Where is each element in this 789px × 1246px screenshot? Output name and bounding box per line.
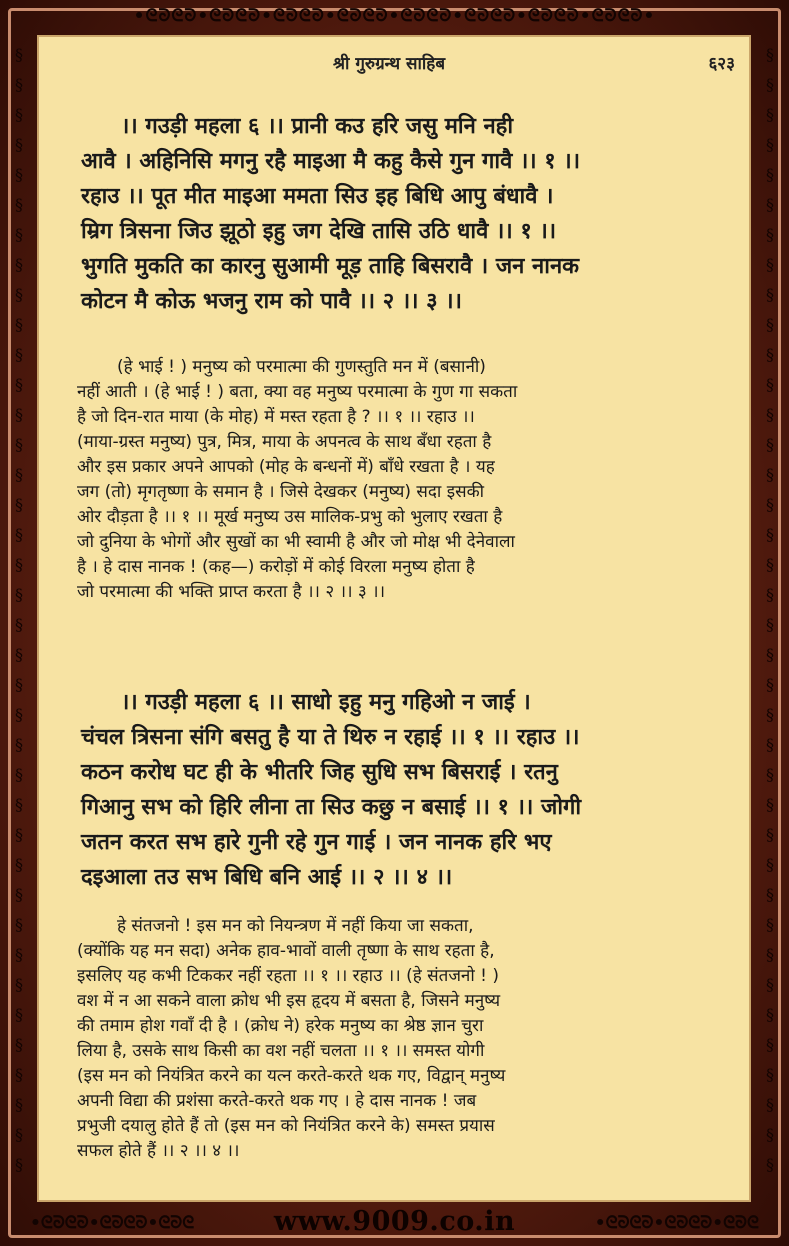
page-header <box>39 51 749 77</box>
website-link[interactable]: www.9009.co.in <box>273 1206 516 1237</box>
page-number: ६२३ <box>708 54 735 74</box>
shabad-line: गिआनु सभ को हिरि लीना ता सिउ कछु न बसाई ।। १ ।। जोगी <box>81 795 582 820</box>
left-ornament: § § § § § § § § § § § § § § § § § § § § § § § § § § § § § § § § § § § § § § <box>15 45 23 1174</box>
meaning-line: सफल होते हैं ।। २ ।। ४ ।। <box>77 1141 240 1161</box>
shabad-line: ।। गउड़ी महला ६ ।। साधो इहु मनु गहिओ न जाई । <box>121 690 531 715</box>
shabad-2 <box>81 685 721 895</box>
meaning-line: है । हे दास नानक ! (कह—) करोड़ों में कोई विरला मनुष्य होता है <box>77 557 475 577</box>
meaning-line: (इस मन को नियंत्रित करने का यत्न करते-करते थक गए, विद्वान् मनुष्य <box>77 1066 506 1086</box>
meaning-line: (माया-ग्रस्त मनुष्य) पुत्र, मित्र, माया के अपनत्व के साथ बँधा रहता है <box>77 432 492 452</box>
meaning-line: जो दुनिया के भोगों और सुखों का भी स्वामी है और जो मोक्ष भी देनेवाला <box>77 532 515 552</box>
meaning-line: हे संतजनो ! इस मन को नियन्त्रण में नहीं किया जा सकता, <box>117 916 474 936</box>
meaning-line: अपनी विद्या की प्रशंसा करते-करते थक गए । हे दास नानक ! जब <box>77 1091 477 1111</box>
footer <box>30 1204 759 1240</box>
scripture-page <box>37 35 751 1202</box>
shabad-line: रहाउ ।। पूत मीत माइआ ममता सिउ इह बिधि आपु बंधावै । <box>81 184 554 209</box>
shabad-line: चंचल त्रिसना संगि बसतु है या ते थिरु न रहाई ।। १ ।। रहाउ ।। <box>81 725 580 750</box>
right-ornament: § § § § § § § § § § § § § § § § § § § § § § § § § § § § § § § § § § § § § § <box>766 45 774 1174</box>
shabad-line: ।। गउड़ी महला ६ ।। प्रानी कउ हरि जसु मनि नही <box>121 114 514 139</box>
meaning-line: ओर दौड़ता है ।। १ ।। मूर्ख मनुष्य उस मालिक-प्रभु को भुलाए रखता है <box>77 507 503 527</box>
meaning-line: और इस प्रकार अपने आपको (मोह के बन्धनों में) बाँधे रखता है । यह <box>77 457 495 477</box>
shabad-line: दइआला तउ सभ बिधि बनि आई ।। २ ।। ४ ।। <box>81 865 453 890</box>
shabad-1 <box>81 109 721 319</box>
shabad-line: कोटन मै कोऊ भजनु राम को पावै ।। २ ।। ३ ।। <box>81 289 462 314</box>
meaning-2 <box>77 914 725 1164</box>
meaning-line: जो परमात्मा की भक्ति प्राप्त करता है ।। २ ।। ३ ।। <box>77 582 386 602</box>
meaning-line: है जो दिन-रात माया (के मोह) में मस्त रहता है ? ।। १ ।। रहाउ ।। <box>77 407 475 427</box>
shabad-line: कठन करोध घट ही के भीतरि जिह सुधि सभ बिसराई । रतनु <box>81 760 558 785</box>
meaning-line: प्रभुजी दयालु होते हैं तो (इस मन को नियंत्रित करने के) समस्त प्रयास <box>77 1116 495 1136</box>
page-title: श्री गुरुग्रन्थ साहिब <box>333 54 446 74</box>
shabad-line: भुगति मुकति का कारनु सुआमी मूड़ ताहि बिसरावै । जन नानक <box>81 254 580 279</box>
shabad-line: आवै । अहिनिसि मगनु रहै माइआ मै कहु कैसे गुन गावै ।। १ ।। <box>81 149 581 174</box>
top-ornament: •ᘓᘐᘓᘐ•ᘓᘐᘓᘐ•ᘓᘐᘓᘐ•ᘓᘐᘓᘐ•ᘓᘐᘓᘐ•ᘓᘐᘓᘐ•ᘓᘐᘓᘐ•ᘓᘐᘓᘐ• <box>133 6 656 26</box>
shabad-line: म्रिग त्रिसना जिउ झूठो इहु जग देखि तासि उठि धावै ।। १ ।। <box>81 219 557 244</box>
meaning-line: लिया है, उसके साथ किसी का वश नहीं चलता ।। १ ।। समस्त योगी <box>77 1041 485 1061</box>
meaning-line: वश में न आ सकने वाला क्रोध भी इस हृदय में बसता है, जिसने मनुष्य <box>77 991 501 1011</box>
footer-ornament-left: •ᘓᘐᘓᘐ•ᘓᘐᘓᘐ•ᘓᘐᘓ <box>30 1213 195 1233</box>
meaning-line: जग (तो) मृगतृष्णा के समान है । जिसे देखकर (मनुष्य) सदा इसकी <box>77 482 485 502</box>
meaning-line: इसलिए यह कभी टिककर नहीं रहता ।। १ ।। रहाउ ।। (हे संतजनो ! ) <box>77 966 500 986</box>
meaning-line: (हे भाई ! ) मनुष्य को परमात्मा की गुणस्तुति मन में (बसानी) <box>117 357 486 377</box>
meaning-line: नहीं आती । (हे भाई ! ) बता, क्या वह मनुष्य परमात्मा के गुण गा सकता <box>77 382 518 402</box>
meaning-line: की तमाम होश गवाँ दी है । (क्रोध ने) हरेक मनुष्य का श्रेष्ठ ज्ञान चुरा <box>77 1016 484 1036</box>
meaning-line: (क्योंकि यह मन सदा) अनेक हाव-भावों वाली तृष्णा के साथ रहता है, <box>77 941 495 961</box>
shabad-line: जतन करत सभ हारे गुनी रहे गुन गाई । जन नानक हरि भए <box>81 830 552 855</box>
meaning-1 <box>77 355 725 605</box>
footer-ornament-right: •ᘓᘐᘓᘐ•ᘓᘐᘓᘐ•ᘓᘐᘓ <box>594 1213 759 1233</box>
